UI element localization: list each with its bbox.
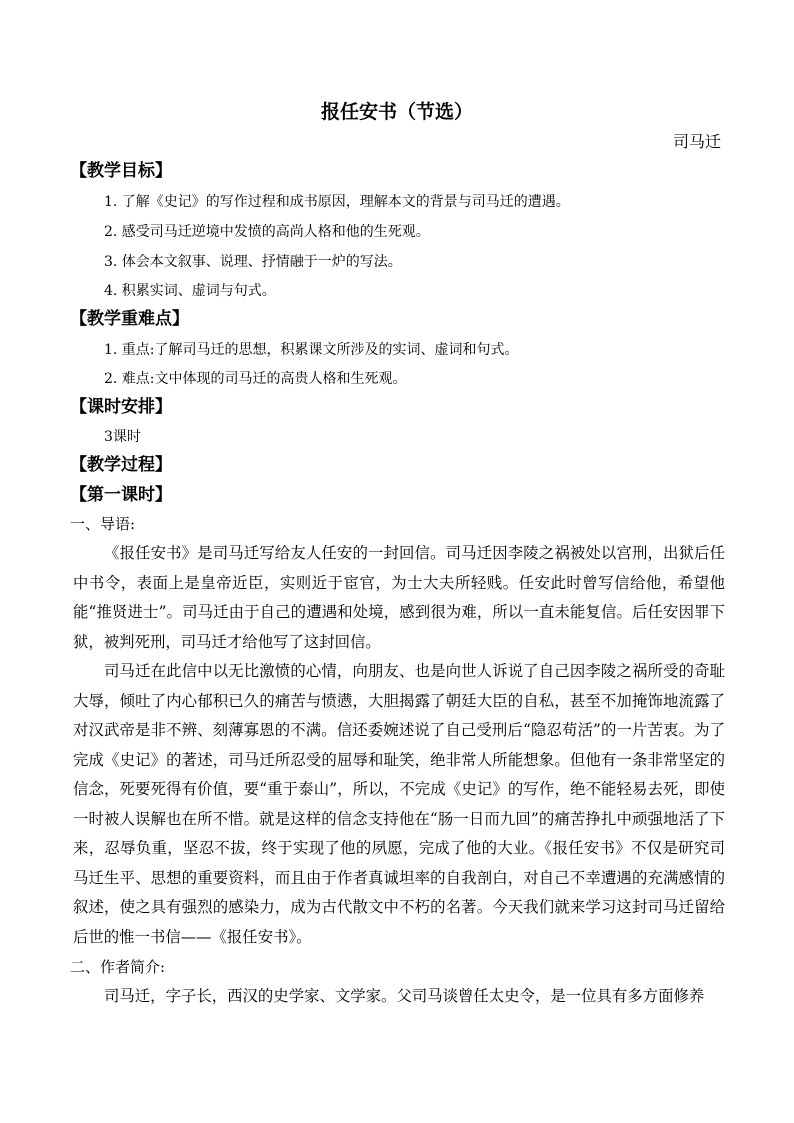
key-point-item: 2. 难点:文中体现的司马迁的高贵人格和生死观。 [104,371,407,387]
objective-item: 4. 积累实词、虚词与句式。 [104,283,276,299]
key-points-heading: 【教学重难点】 [70,309,189,329]
process-heading: 【教学过程】 [70,455,172,475]
objectives-heading: 【教学目标】 [70,161,172,181]
objective-item: 1. 了解《史记》的写作过程和成书原因，理解本文的背景与司马迁的遭遇。 [104,194,570,210]
schedule-value: 3课时 [104,429,141,445]
objective-item: 2. 感受司马迁逆境中发愤的高尚人格和他的生死观。 [104,224,430,240]
key-point-item: 1. 重点:了解司马迁的思想，积累课文所涉及的实词、虚词和句式。 [104,342,519,358]
intro-paragraph: 司马迁在此信中以无比激愤的心情，向朋友、也是向世人诉说了自己因李陵之祸所受的奇耻大辱，倾吐了内心郁积已久的痛苦与愤懑，大胆揭露了朝廷大臣的自私，甚至不加掩饰地流露了对汉武帝是非不辨、刻薄寡恩的不满。信还委婉述说了自己受刑后“隐忍苟活”的一片苦衷。为了完成《史记》的著述，司马迁所忍受的屈辱和耻笑，绝非常人所能想象。但他有一条非常坚定的信念，死要死得有价值，要“重于泰山”，所以，不完成《史记》的写作，绝不能轻易去死，即使一时被人误解也在所不惜。就是这样的信念支持他在“肠一日而九回”的痛苦挣扎中顽强地活了下来，忍辱负重，坚忍不拔，终于实现了他的夙愿，完成了他的大业。《报任安书》不仅是研究司马迁生平、思想的重要资料，而且由于作者真诚坦率的自我剖白，对自己不幸遭遇的充满感情的叙述，使之具有强烈的感染力，成为古代散文中不朽的名著。今天我们就来学习这封司马迁留给后世的惟一书信——《报任安书》。 [73,662,725,946]
author-paragraph: 司马迁，字子长，西汉的史学家、文学家。父司马谈曾任太史令，是一位具有多方面修养 [104,987,705,1005]
section1-heading: 一、导语: [70,515,136,533]
lesson1-heading: 【第一课时】 [70,485,172,505]
intro-paragraph: 《报任安书》是司马迁写给友人任安的一封回信。司马迁因李陵之祸被处以宫刑，出狱后任中书令，表面上是皇帝近臣，实则近于宦官，为士大夫所轻贱。任安此时曾写信给他，希望他能“推贤进士”。司马迁由于自己的遭遇和处境，感到很为难，所以一直未能复信。后任安因罪下狱，被判死刑，司马迁才给他写了这封回信。 [73,544,725,651]
objective-item: 3. 体会本文叙事、说理、抒情融于一炉的写法。 [104,254,402,270]
document-title: 报任安书（节选） [320,101,473,123]
section2-heading: 二、作者简介: [70,958,166,976]
document-author: 司马迁 [672,132,721,151]
schedule-heading: 【课时安排】 [70,397,172,417]
